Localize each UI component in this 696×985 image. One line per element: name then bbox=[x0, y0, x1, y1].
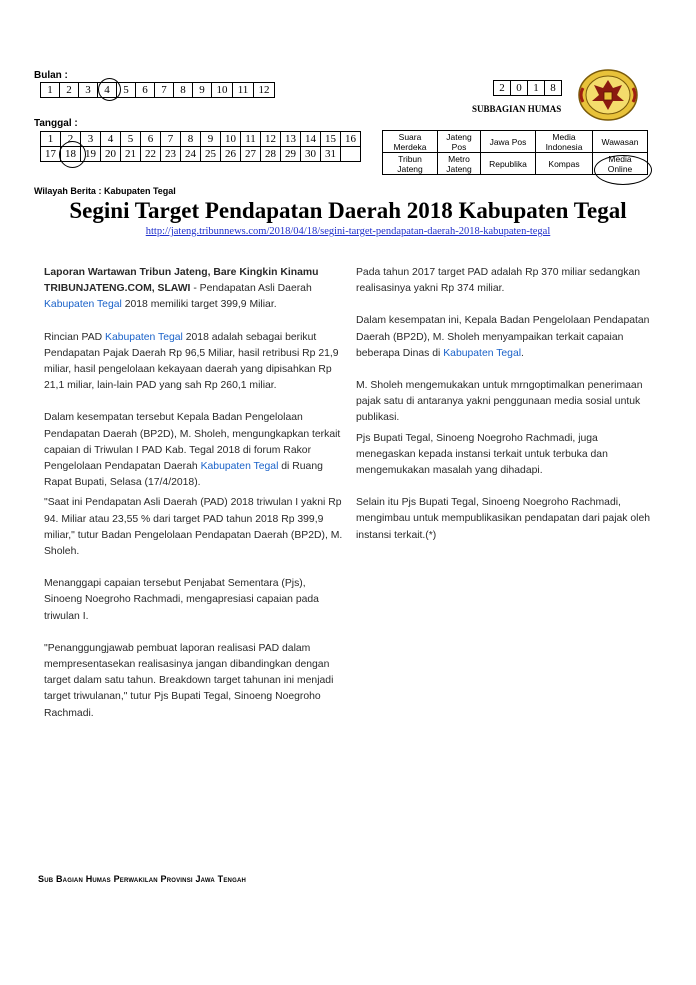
tanggal-cell: 17 bbox=[41, 147, 61, 162]
p1-text-a: - Pendapatan Asli Daerah bbox=[190, 283, 312, 295]
bulan-cell: 9 bbox=[193, 83, 212, 98]
media-cell: Jateng Pos bbox=[438, 131, 481, 153]
year-digit-cell: 8 bbox=[545, 81, 562, 96]
media-cell: Suara Merdeka bbox=[383, 131, 438, 153]
bulan-grid bbox=[40, 82, 275, 98]
media-cell: Media Online bbox=[593, 153, 648, 175]
media-cell: Media Indonesia bbox=[536, 131, 593, 153]
year-digit-cell: 0 bbox=[511, 81, 528, 96]
tanggal-label: Tanggal : bbox=[34, 118, 78, 129]
tanggal-cell: 16 bbox=[341, 132, 361, 147]
tanggal-cell: 18 bbox=[61, 147, 81, 162]
media-cell: Jawa Pos bbox=[481, 131, 536, 153]
media-cell: Kompas bbox=[536, 153, 593, 175]
tanggal-cell: 7 bbox=[161, 132, 181, 147]
selected-month-circle bbox=[98, 78, 121, 101]
article-left-column bbox=[44, 265, 344, 738]
tanggal-cell: 20 bbox=[101, 147, 121, 162]
bulan-label: Bulan : bbox=[34, 70, 68, 81]
tanggal-cell: 31 bbox=[321, 147, 341, 162]
tanggal-cell: 26 bbox=[221, 147, 241, 162]
bulan-cell: 11 bbox=[233, 83, 254, 98]
p3-text-a: Dalam kesempatan tersebut Kepala Badan Pengelolaan Pendapatan Daerah (BP2D), M. Sholeh, mengungkapkan terkait capaian di Triwulan I PAD Kab. Tegal 2018 di forum Rakor Pengelolaan Pendapatan Daerah bbox=[44, 412, 341, 473]
bulan-cell: 2 bbox=[60, 83, 79, 98]
tanggal-cell: 4 bbox=[101, 132, 121, 147]
article-url[interactable]: http://jateng.tribunnews.com/2018/04/18/segini-target-pendapatan-daerah-2018-kabupaten-tegal bbox=[145, 226, 551, 237]
media-cell: Wawasan bbox=[593, 131, 648, 153]
tanggal-cell: 13 bbox=[281, 132, 301, 147]
paragraph-10: Pjs Bupati Tegal, Sinoeng Noegroho Rachmadi, juga menegaskan kepada instansi terkait untuk terbuka dan mengemukakan masalah yang dihadapi. bbox=[356, 432, 608, 477]
article-title: Segini Target Pendapatan Daerah 2018 Kabupaten Tegal bbox=[69, 198, 627, 223]
tanggal-cell: 19 bbox=[81, 147, 101, 162]
year-digit-cell: 2 bbox=[494, 81, 511, 96]
p2-text-b: 2018 adalah sebagai berikut Pendapatan Pajak Daerah Rp 96,5 Miliar, hasil retribusi Rp 21,9 miliar, hasil pengelolaan kekayaan daerah yang dipisahkan Rp 21,1 miliar, lain-lain PAD yang sah Rp 260,1 miliar. bbox=[44, 331, 339, 392]
tanggal-grid bbox=[40, 131, 361, 162]
kab-tegal-link[interactable]: Kabupaten Tegal bbox=[200, 461, 279, 473]
selected-date-circle bbox=[59, 141, 86, 168]
bulan-cell: 1 bbox=[41, 83, 60, 98]
tanggal-cell: 28 bbox=[261, 147, 281, 162]
media-cell: Tribun Jateng bbox=[383, 153, 438, 175]
tanggal-cell: 12 bbox=[261, 132, 281, 147]
paragraph-9: M. Sholeh mengemukakan untuk mrngoptimalkan penerimaan pajak satu di antaranya yakni penggunaan media sosial untuk publikasi. bbox=[356, 380, 643, 424]
tanggal-cell: 2 bbox=[61, 132, 81, 147]
tanggal-cell: 14 bbox=[301, 132, 321, 147]
tanggal-cell: 30 bbox=[301, 147, 321, 162]
dateline: TRIBUNJATENG.COM, SLAWI bbox=[44, 283, 191, 295]
p8-text-a: Dalam kesempatan ini, Kepala Badan Pengelolaan Pendapatan Daerah (BP2D), M. Sholeh menyampaikan terkait capaian beberapa Dinas di bbox=[356, 315, 650, 359]
footer-text: Sub Bagian Humas Perwakilan Provinsi Jawa Tengah bbox=[38, 874, 247, 884]
tanggal-cell: 22 bbox=[141, 147, 161, 162]
tanggal-cell: 3 bbox=[81, 132, 101, 147]
bulan-cell: 4 bbox=[98, 83, 117, 98]
tanggal-cell: 6 bbox=[141, 132, 161, 147]
reporter-line: Laporan Wartawan Tribun Jateng, Bare Kingkin Kinamu bbox=[44, 267, 319, 278]
paragraph-11: Selain itu Pjs Bupati Tegal, Sinoeng Noegroho Rachmadi, mengimbau untuk mempublikasikan pendapatan dari pajak oleh instansi terkait.(*) bbox=[356, 497, 651, 541]
paragraph-4: "Saat ini Pendapatan Asli Daerah (PAD) 2018 triwulan I yakni Rp 94. Miliar atau 23,55 % dari target PAD tahun 2018 Rp 399,9 miliar," tutur Badan Pengelolaan Pendapatan Daerah (BP2D), M. Sholeh. bbox=[44, 497, 343, 558]
tanggal-cell bbox=[341, 147, 361, 162]
tanggal-cell: 8 bbox=[181, 132, 201, 147]
kab-tegal-link[interactable]: Kabupaten Tegal bbox=[443, 347, 522, 359]
garuda-emblem-icon bbox=[577, 68, 639, 122]
tanggal-cell: 27 bbox=[241, 147, 261, 162]
p2-text-a: Rincian PAD bbox=[44, 331, 106, 343]
bulan-cell: 10 bbox=[212, 83, 233, 98]
tanggal-cell: 15 bbox=[321, 132, 341, 147]
bulan-cell: 6 bbox=[136, 83, 155, 98]
year-digit-cell: 1 bbox=[528, 81, 545, 96]
bulan-cell: 5 bbox=[117, 83, 136, 98]
subbagian-humas-label: SUBBAGIAN HUMAS bbox=[472, 104, 562, 114]
kab-tegal-link[interactable]: Kabupaten Tegal bbox=[44, 299, 122, 311]
bulan-cell: 8 bbox=[174, 83, 193, 98]
tanggal-cell: 5 bbox=[121, 132, 141, 147]
article-right-column bbox=[356, 265, 656, 560]
bulan-cell: 7 bbox=[155, 83, 174, 98]
tanggal-cell: 21 bbox=[121, 147, 141, 162]
kab-tegal-link[interactable]: Kabupaten Tegal bbox=[105, 331, 183, 343]
tanggal-cell: 11 bbox=[241, 132, 261, 147]
media-cell: Metro Jateng bbox=[438, 153, 481, 175]
p1-text-b: 2018 memiliki target 399,9 Miliar. bbox=[121, 299, 277, 311]
bulan-cell: 12 bbox=[254, 83, 275, 98]
p8-text-b: . bbox=[521, 347, 524, 359]
tanggal-cell: 25 bbox=[201, 147, 221, 162]
p3-text-b: di Ruang Rapat Bupati, Selasa (17/4/2018). bbox=[44, 461, 323, 489]
tanggal-cell: 1 bbox=[41, 132, 61, 147]
year-box bbox=[493, 80, 562, 96]
tanggal-cell: 24 bbox=[181, 147, 201, 162]
tanggal-cell: 23 bbox=[161, 147, 181, 162]
bulan-cell: 3 bbox=[79, 83, 98, 98]
tanggal-cell: 9 bbox=[201, 132, 221, 147]
wilayah-berita: Wilayah Berita : Kabupaten Tegal bbox=[34, 186, 176, 196]
tanggal-cell: 10 bbox=[221, 132, 241, 147]
paragraph-6: "Penanggungjawab pembuat laporan realisasi PAD dalam mempresentasekan realisasinya jangan dibandingkan dengan target dalam satu tahun. Breakdown target tahunan ini menjadi target triwulanan," tutur Pjs Bupati Tegal, Sinoeng Noegroho Rachmadi. bbox=[44, 642, 334, 719]
selected-media-circle bbox=[594, 155, 652, 185]
media-cell: Republika bbox=[481, 153, 536, 175]
paragraph-7: Pada tahun 2017 target PAD adalah Rp 370 miliar sedangkan realisasinya yakni Rp 374 miliar. bbox=[356, 267, 641, 295]
paragraph-5: Menanggapi capaian tersebut Penjabat Sementara (Pjs), Sinoeng Noegroho Rachmadi, mengapresiasi capaian pada triwulan I. bbox=[44, 578, 319, 622]
tanggal-cell: 29 bbox=[281, 147, 301, 162]
